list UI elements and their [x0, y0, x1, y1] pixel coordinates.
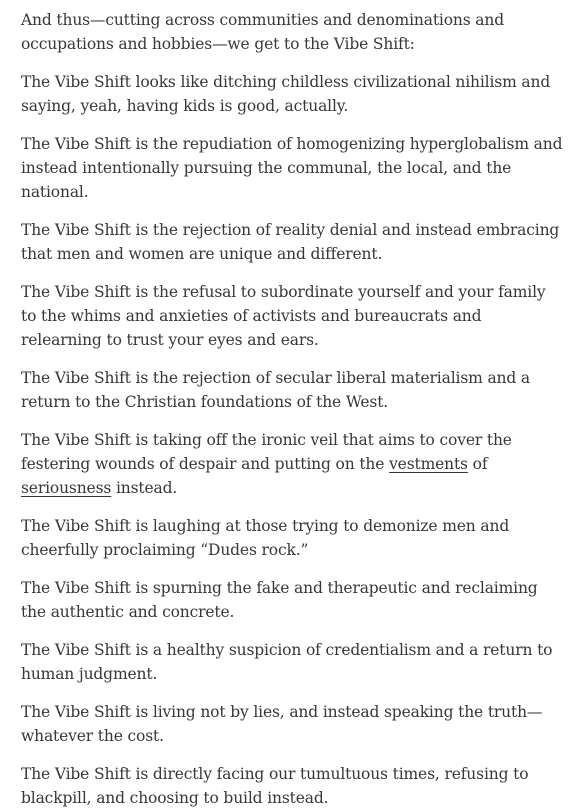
intro-paragraph: And thus—cutting across communities and denominations and occupations and hobbies—we get to the Vibe Shift: — [21, 11, 504, 53]
paragraph-having-kids: The Vibe Shift looks like ditching childless civilizational nihilism and saying, yeah, having kids is good, actually. — [21, 73, 551, 115]
paragraph-ironic-veil-text-start: The Vibe Shift is taking off the ironic veil that aims to cover the festering wounds of despair and putting on the — [21, 431, 512, 473]
paragraph-ironic-veil-text-end: instead. — [111, 479, 178, 497]
paragraph-materialism: The Vibe Shift is the rejection of secular liberal materialism and a return to the Christian foundations of the West. — [21, 369, 531, 411]
paragraph-reality-denial: The Vibe Shift is the rejection of reality denial and instead embracing that men and women are unique and different. — [21, 221, 560, 263]
paragraph-credentialism: The Vibe Shift is a healthy suspicion of credentialism and a return to human judgment. — [21, 641, 553, 683]
paragraph-hyperglobalism: The Vibe Shift is the repudiation of homogenizing hyperglobalism and instead intentionally pursuing the communal, the local, and the national. — [21, 135, 563, 201]
paragraph-activists: The Vibe Shift is the refusal to subordinate yourself and your family to the whims and anxieties of activists and bureaucrats and relearning to trust your eyes and ears. — [21, 283, 546, 349]
seriousness-link[interactable]: seriousness — [21, 479, 112, 497]
paragraph-dudes-rock: The Vibe Shift is laughing at those trying to demonize men and cheerfully proclaiming “Dudes rock.” — [21, 517, 510, 559]
paragraph-truth: The Vibe Shift is living not by lies, and instead speaking the truth—whatever the cost. — [21, 703, 543, 745]
vestments-link[interactable]: vestments — [389, 455, 468, 473]
paragraph-ironic-veil — [21, 428, 564, 500]
paragraph-build: The Vibe Shift is directly facing our tumultuous times, refusing to blackpill, and choosing to build instead. — [21, 765, 529, 807]
paragraph-ironic-veil-text-middle: of — [467, 455, 488, 473]
paragraph-authentic: The Vibe Shift is spurning the fake and therapeutic and reclaiming the authentic and concrete. — [21, 579, 538, 621]
